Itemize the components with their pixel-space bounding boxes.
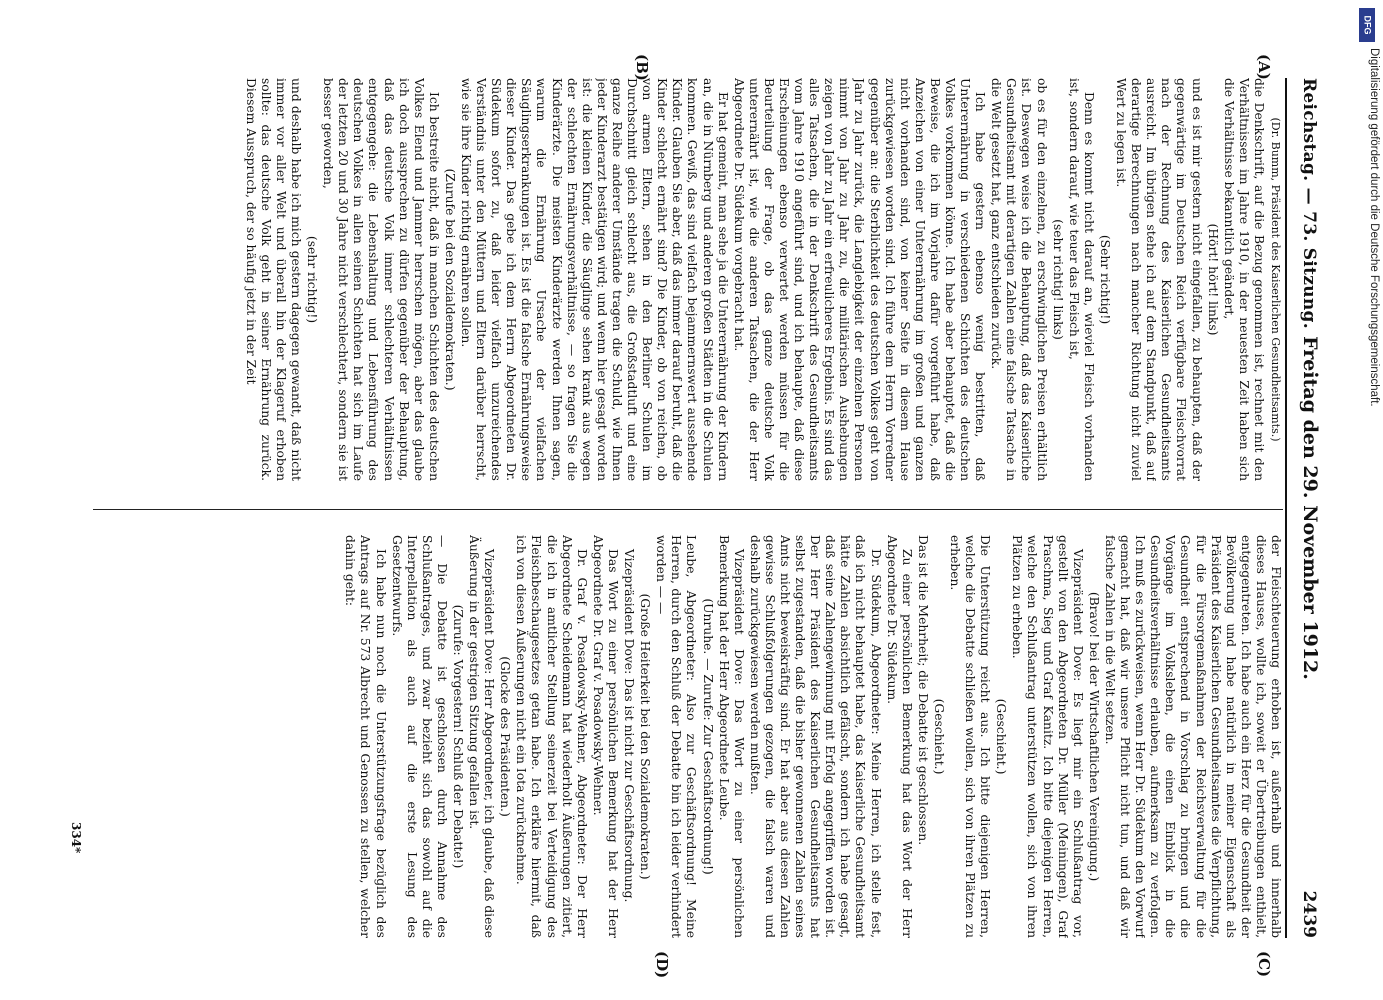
paragraph: Vizepräsident Dove: Das Wort zu einer persönlichen Bemerkung hat der Herr Abgeordnete Leube. — [716, 535, 746, 938]
paragraph: (Glocke des Präsidenten.) — [498, 656, 513, 817]
paragraph: (Geschieht.) — [994, 698, 1009, 775]
paragraph: Vizepräsident Dove: Herr Abgeordneter, ich glaube, daß diese Äußerung in der gestrigen Sitzung gefallen ist. — [467, 535, 497, 938]
paragraph: (Sehr richtig!) — [1097, 234, 1112, 325]
paragraph: der Fleischteuerung erhoben ist, außerhalb und innerhalb dieses Hauses, wollte ich, soweit er Übertreibungen enthielt, entgegentreten. Ich habe auch ein Herz für die Gesundheit der Bevölkerung und habe natürlich in meiner Eigenschaft als Präsident des Kaiserlichen Gesundheitsamtes die Verpflichtung, für die Fürsorgemaßnahmen der Reichsverwaltung für die Gesundheit entsprechend in Vorschlag zu bringen und die Vorgänge im Volksleben, die einen Einblick in die Gesundheitsverhältnisse erlauben, aufmerksam zu verfolgen. Ich muß es zurückweisen, wenn Herr Dr. Südekum den Vorwurf gemacht hat, daß wir unsere Pflicht nicht tun, und daß wir falsche Zahlen in die Welt setzen. — [1102, 535, 1283, 938]
paragraph: Zu einer persönlichen Bemerkung hat das Wort der Herr Abgeordnete Dr. Südekum. — [884, 535, 914, 938]
page-number: 2439 — [1299, 890, 1319, 938]
paragraph: Ich habe nun noch die Unterstützungsfrage bezüglich des Antrags auf Nr. 573 Albrecht und Genossen zu stellen, welcher dahin geht: — [343, 535, 388, 938]
paragraph: Denn es kommt nicht darauf an, wieviel Fleisch vorhanden ist, sondern darauf, wie teuer das Fleisch ist, — [1066, 78, 1096, 481]
paragraph: Die Unterstützung reicht aus. Ich bitte diejenigen Herren, welche die Debatte schließen wollen, sich von ihren Plätzen zu erheben. — [948, 535, 993, 938]
column-divider — [93, 509, 1283, 510]
paragraph: (Zurufe: Vorgestern! Schluß der Debatte!) — [451, 604, 466, 869]
paragraph: (sehr richtig!) — [305, 235, 320, 324]
paragraph: Vizepräsident Dove: Es liegt mir ein Schlußantrag vor, gestellt von den Abgeordneten Dr. Müller (Meiningen), Graf Praschma, Sieg und Graf Kanitz. Ich bitte diejenigen Herren, welche den Schlußantrag unterstützen wollen, sich von ihren Plätzen zu erheben. — [1010, 535, 1085, 938]
paragraph: (Bravo! bei der Wirtschaftlichen Vereinigung.) — [1086, 591, 1101, 882]
paragraph: (Zurufe bei den Sozialdemokraten.) — [442, 168, 457, 391]
page-footer-signature: 334* — [69, 822, 83, 854]
paragraph: Ich bestreite nicht, daß in manchen Schichten des deutschen Volkes Elend und Jammer herrschen mögen, aber das glaube ich doch aussprechen zu dürfen gegenüber der Behauptung, daß das deutsche Volk immer schlechteren Verhältnissen entgegengehe: die Lebenshaltung und Lebensführung des deutschen Volkes in allen seinen Schichten hat sich im Laufe der letzten 20 und 30 Jahre nicht verschlechtert, sondern sie ist besser geworden, — [321, 78, 441, 481]
paragraph: (Dr. Bumm, Präsident des Kaiserlichen Gesundheitsamts.) — [1269, 117, 1282, 442]
paragraph: (Hört! hört! links) — [1205, 223, 1220, 336]
header-rule — [1285, 78, 1287, 938]
paragraph: ob es für den einzelnen, zu erschwinglichen Preisen erhältlich ist. Deswegen weise ich die Behauptung, daß das Kaiserliche Gesundheitsamt mit derartigen Zahlen eine falsche Tatsache in die Welt gesetzt hat, ganz entschieden zurück. — [989, 78, 1049, 481]
paragraph: Das ist die Mehrheit; die Debatte ist geschlossen. — [915, 535, 930, 846]
paragraph: Er hat gemeint, man sehe ja die Unterernährung der Kindern an, die in Nürnberg und anderen großen Städten in die Schulen kommen. Gewiß, das sind vielfach bejammernswert aussehende Kinder. Glauben Sie aber, daß das immer darauf beruht, daß die Kinder schlecht ernährt sind? Die Kinder, ob von reichen, ob von armen Eltern, sehen in den Berliner Schulen im Durchschnitt gleich schlecht aus, die Großstadtluft und eine ganze Reihe anderer Umstände tragen die Schuld, wie Ihnen jeder Kinderarzt bestätigen wird; und wenn hier gesagt worden ist: die kleinen Kinder, die Säuglinge sehen krank aus wegen der schlechten Ernährungsverhältnisse, — so fragen Sie die Kinderärzte. Die meisten Kinderärzte werden Ihnen sagen, warum die Ernährung Ursache der vielfachen Säuglingserkrankungen ist. Es ist die falsche Ernährungsweise dieser Kinder. Das gebe ich dem Herrn Abgeordneten Dr. Südekum sofort zu, daß leider vielfach unzureichendes Verständnis unter den Müttern und Eltern darüber herrscht, wie sie ihre Kinder richtig ernähren sollen. — [459, 78, 730, 481]
paragraph: (Geschieht.) — [931, 698, 946, 775]
left-column — [93, 78, 1283, 481]
margin-marker-c: (C) — [1255, 951, 1273, 978]
paragraph: Vizepräsident Dove: Das ist nicht zur Geschäftsordnung. — [622, 549, 637, 903]
paragraph: Leube, Abgeordneter: Also zur Geschäftsordnung! Meine Herren, durch den Schluß der Debatte bin ich leider verhindert worden — — — [654, 535, 699, 938]
paragraph: (Große Heiterkeit bei den Sozialdemokraten.) — [638, 593, 653, 880]
paragraph: und deshalb habe ich mich gestern dagegen gewandt, daß nicht immer vor aller Welt und überall hin der Klageruf erhoben sollte: das deutsche Volk geht in seiner Ernährung zurück. Diesem Ausspruch, der so häufig jetzt in der Zeit — [243, 78, 303, 481]
margin-marker-b: (B) — [633, 54, 651, 81]
paragraph: Dr. Südekum, Abgeordneter: Meine Herren, ich stelle fest, daß ich nicht behauptet habe, das Kaiserliche Gesundheitsamt hätte Zahlen absichtlich gefälscht, sondern ich habe gesagt, daß seine Zahlengewinnung mit Erfolg angegriffen worden ist. Der Herr Präsident des Kaiserlichen Gesundheitsamts hat selbst zugestanden, daß die bisher gewonnenen Zahlen seines Amts nicht beweiskräftig sind. Er hat aber aus diesen Zahlen gewisse Schlußfolgerungen gezogen, die falsch waren und deshalb zurückgewiesen werden mußten. — [747, 535, 883, 938]
paragraph: die Denkschrift, auf die Bezug genommen ist, rechnet mit den Verhältnissen im Jahre 1910, in der neuesten Zeit haben sich die Verhältnisse bekanntlich geändert, — [1221, 78, 1266, 481]
paragraph: (sehr richtig! links) — [1050, 219, 1065, 340]
right-column — [93, 535, 1283, 938]
page-header — [1287, 78, 1325, 938]
margin-marker-a: (A) — [1255, 54, 1273, 80]
margin-marker-d: (D) — [653, 951, 671, 979]
dfg-logo: DFG — [1359, 8, 1375, 42]
dfg-credit-text: Digitalisierung gefördert durch die Deutsche Forschungsgemeinschaft. — [1368, 48, 1380, 407]
paragraph: Ich habe gestern ebenso wenig bestritten, daß Unterernährung in verschiedenen Schichten des deutschen Volkes vorkommen könne. Ich habe aber behauptet, daß die Beweise, die ich im Vorjahre dafür vorgeführt habe, daß Anzeichen von einer Unterernährung im großen und ganzen nicht vorhanden sind, von keiner Seite in diesem Hause zurückgewiesen worden sind. Ich führe dem Herrn Vorredner gegenüber an: die Sterblichkeit des deutschen Volkes geht von Jahr zu Jahr zurück, die Langlebigkeit der einzelnen Personen nimmt von Jahr zu Jahr zu, die militärischen Aushebungen zeigen von Jahr zu Jahr ein erfreulicheres Ergebnis. Es sind das alles Tatsachen, die in der Denkschrift des Gesundheitsamts vom Jahre 1910 angeführt sind, und ich behaupte, daß diese Erscheinungen ebenso verwertet werden müssen für die Beurteilung der Frage, ob das ganze deutsche Volk unterernährt ist, wie die anderen Tatsachen, die der Herr Abgeordnete Dr. Südekum vorgebracht hat. — [731, 78, 988, 481]
header-date: Freitag den 29. November 1912. — [1299, 336, 1321, 680]
paragraph: Das Wort zu einer persönlichen Bemerkung hat der Herr Abgeordnete Dr. Graf v. Posadowsky-Wehner. — [590, 535, 620, 938]
paragraph: (Unruhe. — Zurufe: Zur Geschäftsordnung!) — [700, 598, 715, 875]
paragraph: Dr. Graf v. Posadowsky-Wehner, Abgeordneter: Der Herr Abgeordnete Scheidemann hat wiederholt Äußerungen zitiert, die ich in amtlicher Stellung seinerzeit bei Verteidigung des Fleischbeschaugesetzes getan habe. Ich erkläre hiermit, daß ich von diesen Äußerungen nicht ein Iota zurücknehme. — [514, 535, 589, 938]
header-left: Reichstag. — 73. Sitzung. — [1299, 78, 1319, 329]
paragraph: und es ist mir gestern nicht eingefallen, zu behaupten, daß der gegenwärtige im Deutschen Reich verfügbare Fleischvorrat nach der Rechnung des Kaiserlichen Gesundheitsamts ausreicht. Im übrigen stehe ich auf dem Standpunkt, daß auf derartige Berechnungen nach mancher Richtung nicht zuviel Wert zu legen ist. — [1114, 78, 1204, 481]
paragraph: — Die Debatte ist geschlossen durch Annahme des Schlußantrages, und zwar bezieht sich das sowohl auf die Interpellation als auch auf die erste Lesung des Gesetzentwurfs. — [389, 535, 449, 938]
